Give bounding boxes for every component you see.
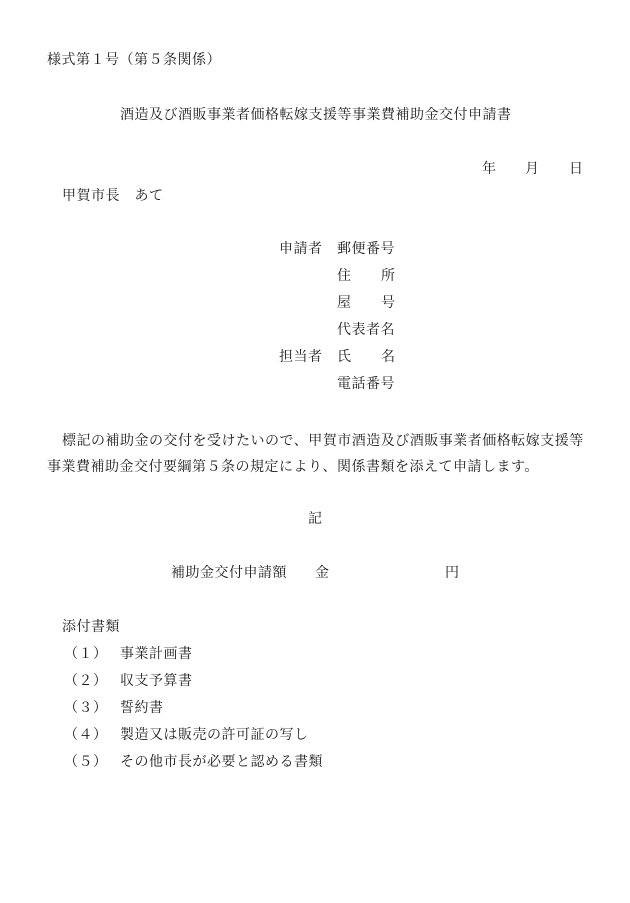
attachments-heading: 添付書類: [62, 619, 120, 635]
attachment-text: 収支予算書: [120, 673, 193, 689]
address-label-2: 所: [381, 268, 396, 284]
body-line-2: 事業費補助金交付要綱第５条の規定により、関係書類を添えて申請します。: [47, 459, 539, 475]
contact-name-label-2: 名: [381, 349, 396, 365]
attachment-number: （２）: [64, 673, 108, 689]
trade-name-label-1: 屋: [337, 295, 352, 311]
phone-label: 電話番号: [337, 376, 395, 392]
attachment-text: その他市長が必要と認める書類: [120, 754, 323, 770]
contact-label: 担当者: [279, 349, 323, 365]
form-number: 様式第１号（第５条関係）: [47, 52, 221, 68]
amount-yen: 円: [445, 565, 460, 581]
ki-heading: 記: [308, 511, 323, 527]
addressee: 甲賀市長 あて: [62, 188, 164, 204]
postal-code-label: 郵便番号: [337, 241, 395, 257]
attachment-text: 誓約書: [120, 700, 164, 716]
date-year-label: 年: [482, 161, 497, 177]
applicant-label: 申請者: [279, 241, 323, 257]
attachment-number: （１）: [64, 646, 108, 662]
amount-kin: 金: [315, 565, 330, 581]
attachment-number: （４）: [64, 727, 108, 743]
attachment-number: （３）: [64, 700, 108, 716]
body-paragraph: [47, 428, 592, 480]
attachment-number: （５）: [64, 754, 108, 770]
amount-label: 補助金交付申請額: [171, 565, 287, 581]
attachment-text: 製造又は販売の許可証の写し: [120, 727, 309, 743]
date-month-label: 月: [525, 161, 540, 177]
representative-label: 代表者名: [337, 322, 395, 338]
address-label-1: 住: [337, 268, 352, 284]
trade-name-label-2: 号: [381, 295, 396, 311]
body-line-1: 標記の補助金の交付を受けたいので、甲賀市酒造及び酒販事業者価格転嫁支援等: [62, 433, 584, 449]
contact-name-label-1: 氏: [337, 349, 352, 365]
attachment-text: 事業計画書: [120, 646, 193, 662]
document-title: 酒造及び酒販事業者価格転嫁支援等事業費補助金交付申請書: [120, 107, 512, 123]
date-day-label: 日: [569, 161, 584, 177]
